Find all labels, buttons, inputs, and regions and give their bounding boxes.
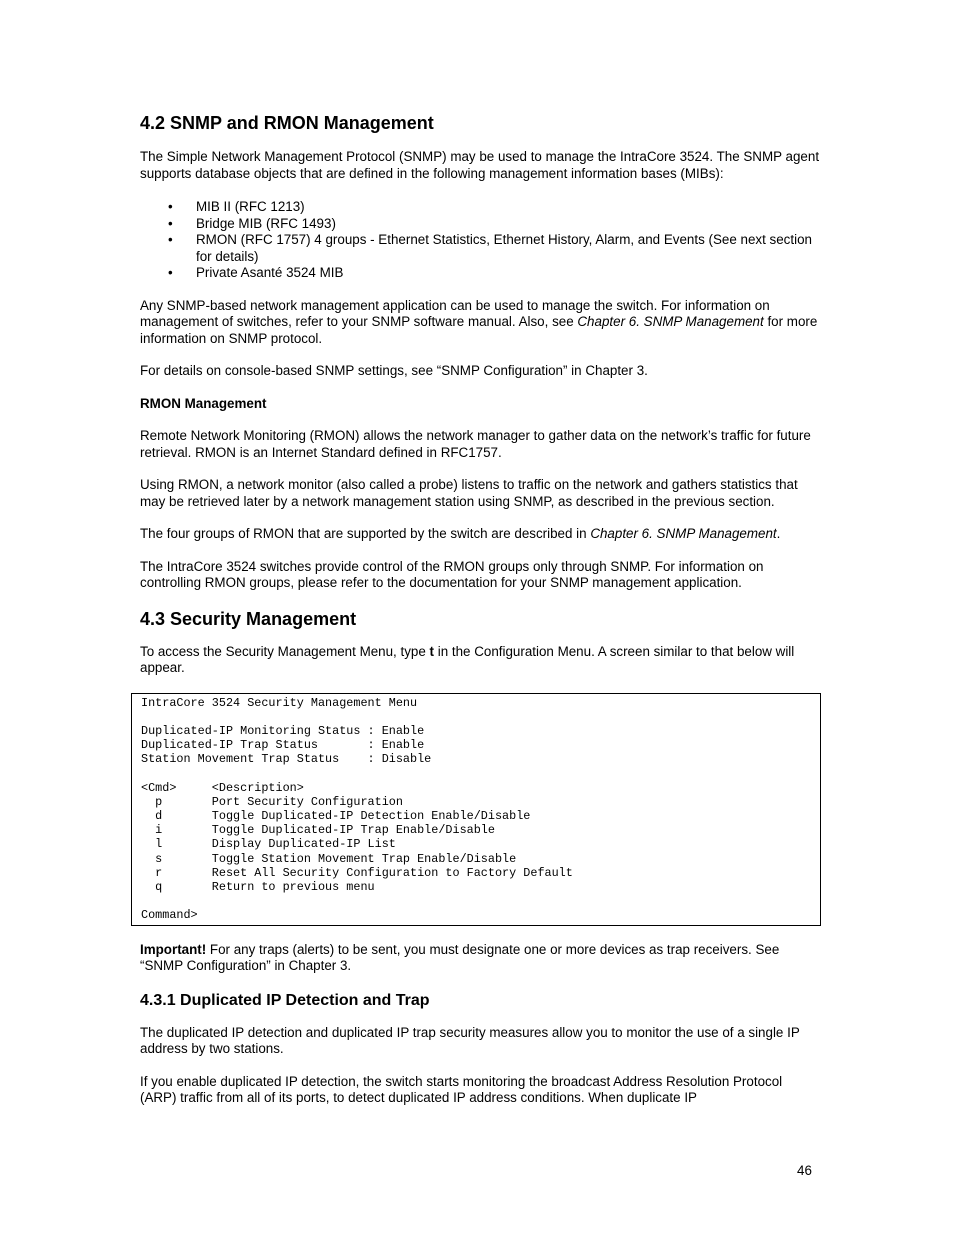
console-line: l Display Duplicated-IP List	[141, 837, 396, 852]
console-screen	[131, 693, 821, 926]
section-4-2-heading: 4.2 SNMP and RMON Management	[140, 113, 434, 133]
chapter-reference: Chapter 6. SNMP Management	[590, 526, 777, 541]
duplicate-ip-paragraph-1: The duplicated IP detection and duplicated IP trap security measures allow you to monitor the use of a single IP address by two stations.	[140, 1024, 800, 1056]
console-line: Duplicated-IP Monitoring Status : Enable	[141, 723, 425, 738]
list-item: • RMON (RFC 1757) 4 groups - Ethernet Statistics, Ethernet History, Alarm, and Events (See next section for details)	[140, 232, 820, 265]
console-line: IntraCore 3524 Security Management Menu	[141, 695, 418, 710]
console-line: <Cmd> <Description>	[141, 780, 304, 795]
console-line: s Toggle Station Movement Trap Enable/Disable	[141, 851, 517, 866]
console-settings-paragraph: For details on console-based SNMP settings, see “SNMP Configuration” in Chapter 3.	[140, 363, 648, 378]
menu-key: t	[429, 643, 435, 659]
console-line: p Port Security Configuration	[141, 794, 403, 809]
rmon-paragraph-4: The IntraCore 3524 switches provide control of the RMON groups only through SNMP. For information on controlling RMON groups, please refer to the documentation for your SNMP management application.	[140, 558, 764, 590]
rmon-paragraph-1: Remote Network Monitoring (RMON) allows the network manager to gather data on the network’s traffic for future retrieval. RMON is an Internet Standard defined in RFC1757.	[140, 428, 811, 460]
console-line: Duplicated-IP Trap Status : Enable	[141, 738, 425, 753]
chapter-reference: Chapter 6. SNMP Management	[577, 314, 764, 329]
important-label: Important!	[140, 941, 207, 957]
console-line: r Reset All Security Configuration to Factory Default	[141, 865, 573, 880]
console-line	[141, 710, 820, 724]
duplicate-ip-paragraph-2: If you enable duplicated IP detection, the switch starts monitoring the broadcast Address Resolution Protocol (ARP) traffic from all of its ports, to detect duplicated IP address conditions. When duplicate IP	[140, 1073, 783, 1105]
list-item: • Bridge MIB (RFC 1493)	[140, 216, 820, 233]
rmon-paragraph-3: The four groups of RMON that are supported by the switch are described in Chapter 6. SNMP Management.	[140, 526, 781, 541]
rmon-subheading: RMON Management	[140, 395, 267, 411]
snmp-application-paragraph: Any SNMP-based network management application can be used to manage the switch. For information on management of switches, refer to your SNMP software manual. Also, see Chapter 6. SNMP Management for more information on SNMP protocol.	[140, 297, 818, 346]
console-line: Station Movement Trap Status : Disable	[141, 752, 432, 767]
console-line: Command>	[141, 908, 198, 923]
section-4-3-heading: 4.3 Security Management	[140, 608, 357, 629]
document-page	[140, 112, 820, 1107]
snmp-intro: The Simple Network Management Protocol (SNMP) may be used to manage the IntraCore 3524. The SNMP agent supports database objects that are defined in the following management information bases (MIBs):	[140, 149, 820, 181]
page-number: 46	[797, 1163, 812, 1178]
rmon-paragraph-2: Using RMON, a network monitor (also called a probe) listens to traffic on the network and gathers statistics that may be retrieved later by a network management station using SNMP, as described in the previous section.	[140, 477, 798, 509]
list-item: • Private Asanté 3524 MIB	[140, 265, 820, 282]
console-line	[141, 766, 820, 780]
mib-list	[140, 199, 820, 282]
console-line	[141, 894, 820, 908]
list-item: • MIB II (RFC 1213)	[140, 199, 820, 216]
section-4-3-1-heading: 4.3.1 Duplicated IP Detection and Trap	[140, 991, 430, 1009]
security-intro: To access the Security Management Menu, type t in the Configuration Menu. A screen similar to that below will appear.	[140, 643, 795, 675]
console-line: d Toggle Duplicated-IP Detection Enable/Disable	[141, 809, 531, 823]
console-line: q Return to previous menu	[141, 879, 375, 894]
important-note: Important! For any traps (alerts) to be sent, you must designate one or more devices as trap receivers. See “SNMP Configuration” in Chapter 3.	[140, 941, 780, 973]
console-line: i Toggle Duplicated-IP Trap Enable/Disable	[141, 823, 495, 838]
